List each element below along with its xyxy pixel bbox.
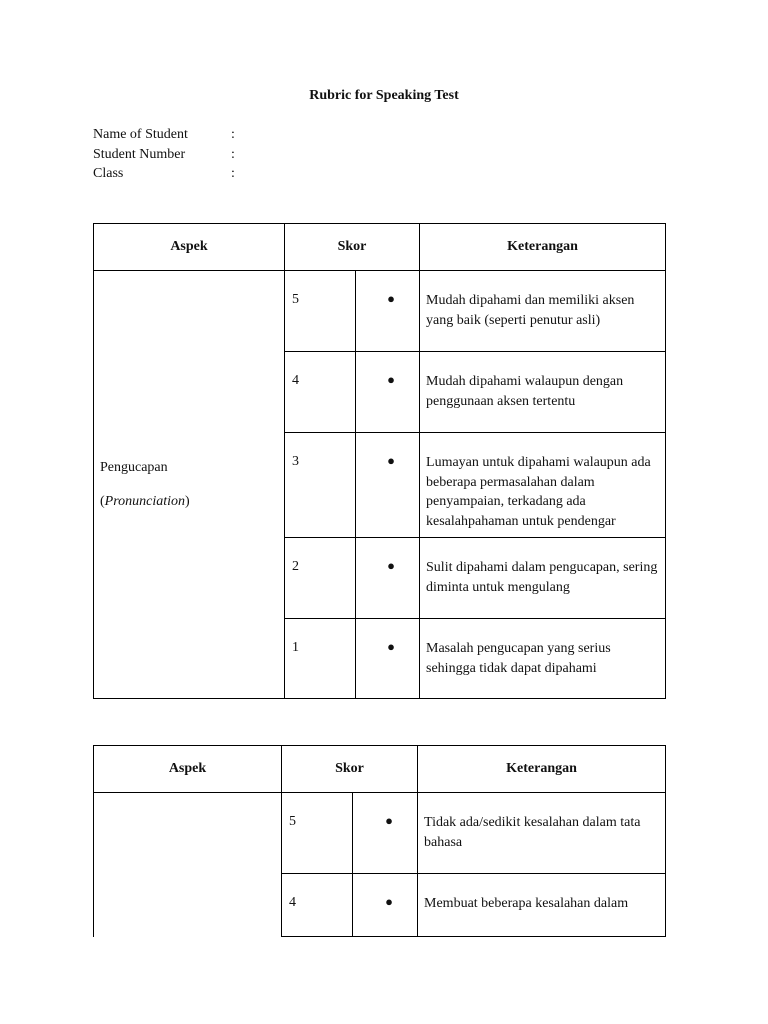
class-colon: : — [231, 166, 235, 181]
bullet-icon: ● — [356, 433, 420, 538]
score-description: Masalah pengucapan yang serius sehingga tidak dapat dipahami — [420, 619, 666, 699]
student-number-colon: : — [231, 146, 235, 162]
student-number-label: Student Number — [93, 146, 186, 162]
aspect-english-text: Pronunciation — [104, 493, 186, 509]
score-value: 5 — [282, 793, 353, 874]
page-title: Rubric for Speaking Test — [309, 88, 459, 103]
student-number-row — [93, 145, 235, 165]
student-info — [93, 125, 235, 184]
rubric-table-pronunciation — [93, 223, 666, 699]
header-description: Keterangan — [420, 224, 666, 271]
aspect-name: Pengucapan — [100, 459, 168, 475]
score-value: 2 — [285, 538, 356, 619]
score-value: 5 — [285, 271, 356, 352]
table-header-row — [94, 224, 666, 271]
class-row — [93, 164, 235, 184]
table-header-row — [94, 746, 666, 793]
header-score: Skor — [282, 746, 418, 793]
score-value: 1 — [285, 619, 356, 699]
student-name-label: Name of Student — [93, 127, 188, 142]
score-description: Membuat beberapa kesalahan dalam — [418, 874, 666, 937]
header-description: Keterangan — [418, 746, 666, 793]
header-aspect: Aspek — [94, 746, 282, 793]
bullet-icon: ● — [353, 874, 418, 937]
bullet-icon: ● — [356, 538, 420, 619]
header-aspect: Aspek — [94, 224, 285, 271]
score-description: Tidak ada/sedikit kesalahan dalam tata bahasa — [418, 793, 666, 874]
score-description: Lumayan untuk dipahami walaupun ada beberapa permasalahan dalam penyampaian, terkadang ada kesalahpahaman untuk pendengar — [420, 433, 666, 538]
aspect-cell — [94, 793, 282, 937]
table-row — [94, 271, 666, 352]
rubric-table-grammar — [93, 745, 666, 937]
score-value: 4 — [285, 352, 356, 433]
score-value: 4 — [282, 874, 353, 937]
aspect-english: (Pronunciation) — [100, 493, 190, 509]
class-label: Class — [93, 166, 124, 181]
score-description: Sulit dipahami dalam pengucapan, sering diminta untuk mengulang — [420, 538, 666, 619]
table-row — [94, 793, 666, 874]
aspect-cell — [94, 271, 285, 699]
student-name-row — [93, 125, 235, 145]
bullet-icon: ● — [356, 352, 420, 433]
score-value: 3 — [285, 433, 356, 538]
student-name-colon: : — [231, 127, 235, 142]
header-score: Skor — [285, 224, 420, 271]
bullet-icon: ● — [356, 271, 420, 352]
score-description: Mudah dipahami walaupun dengan penggunaan aksen tertentu — [420, 352, 666, 433]
bullet-icon: ● — [353, 793, 418, 874]
bullet-icon: ● — [356, 619, 420, 699]
score-description: Mudah dipahami dan memiliki aksen yang baik (seperti penutur asli) — [420, 271, 666, 352]
